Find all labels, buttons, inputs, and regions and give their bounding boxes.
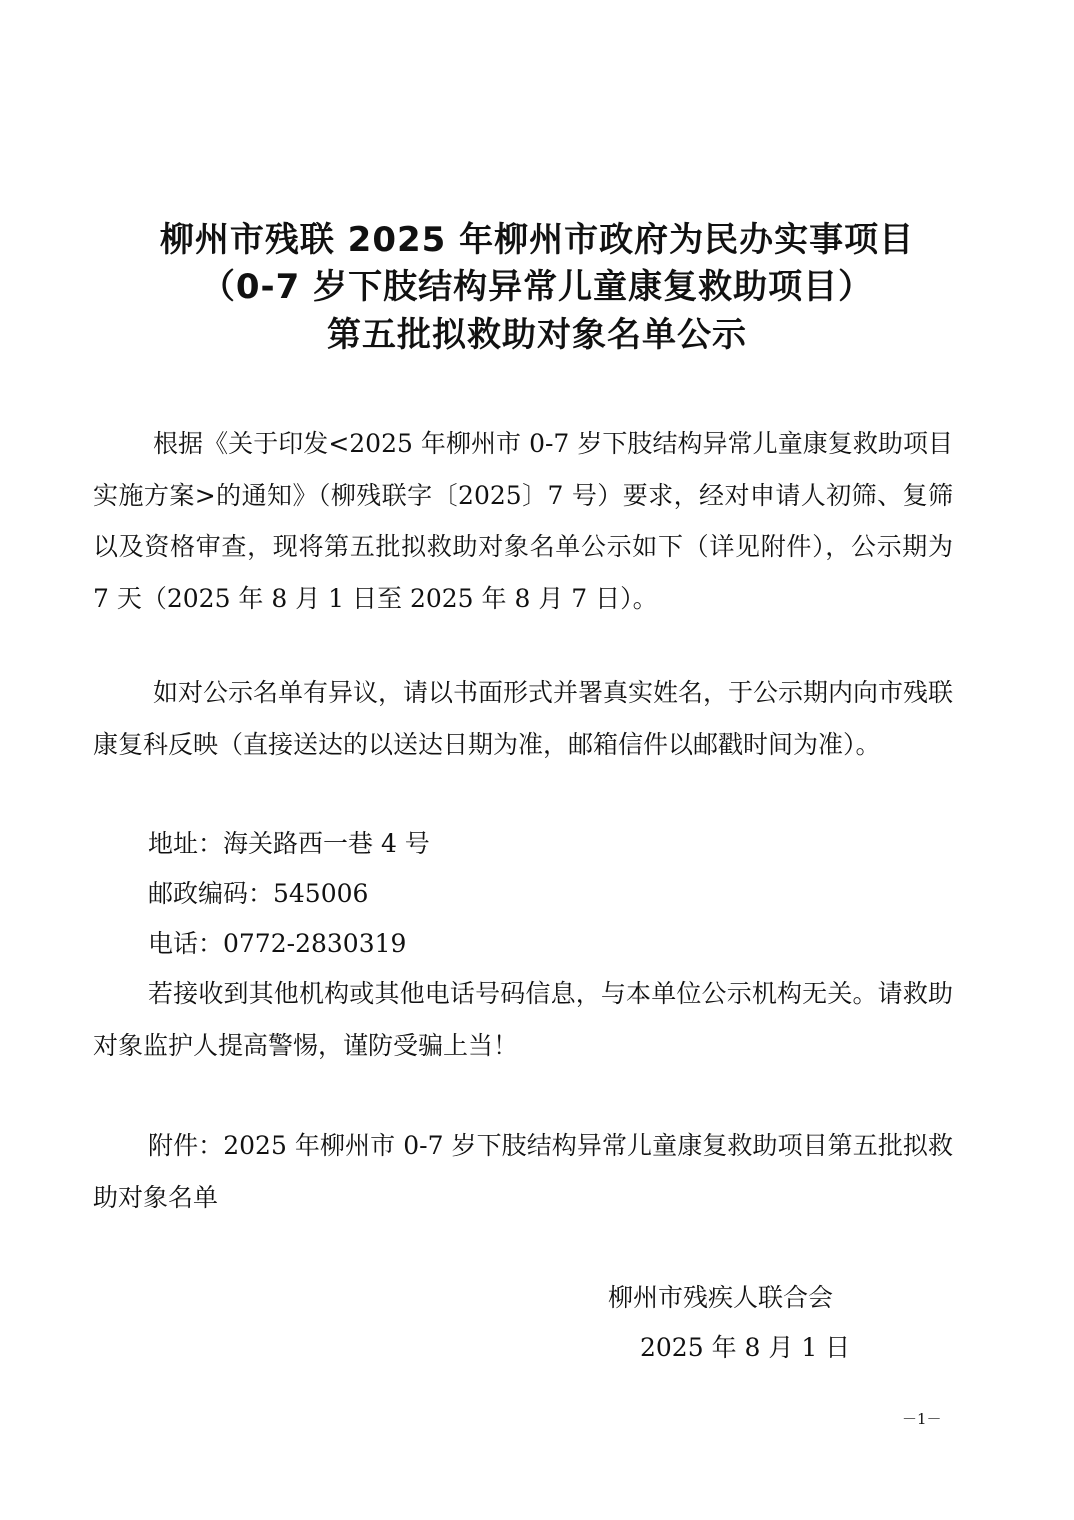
contact-address: 地址：海关路西一巷 4 号 <box>148 829 430 858</box>
title-line-1: 柳州市残联 2025 年柳州市政府为民办实事项目 <box>159 220 915 260</box>
paragraph-objection: 如对公示名单有异议，请以书面形式并署真实姓名，于公示期内向市残联康复科反映（直接送达的以送达日期为准，邮箱信件以邮戳时间为准）。 <box>93 678 954 759</box>
contact-phone: 电话：0772-2830319 <box>148 929 407 958</box>
attachment-note: 附件：2025 年柳州市 0-7 岁下肢结构异常儿童康复救助项目第五批拟救助对象名单 <box>93 1131 953 1212</box>
title-line-3: 第五批拟救助对象名单公示 <box>327 315 747 355</box>
paragraph-basis: 根据《关于印发<2025 年柳州市 0-7 岁下肢结构异常儿童康复救助项目实施方案>的通知》（柳残联字〔2025〕7 号）要求，经对申请人初筛、复筛以及资格审查，现将第五批拟救助对象名单公示如下（详见附件），公示期为 7 天（2025 年 8 月 1 日至 2025 年 8 月 7 日）。 <box>93 429 953 613</box>
paragraph-warning: 若接收到其他机构或其他电话号码信息，与本单位公示机构无关。请救助对象监护人提高警惕，谨防受骗上当！ <box>93 979 953 1060</box>
page-number: －1－ <box>902 1410 942 1428</box>
title-line-2: （0-7 岁下肢结构异常儿童康复救助项目） <box>200 267 874 307</box>
signature-date: 2025 年 8 月 1 日 <box>640 1333 851 1362</box>
signature-organization: 柳州市残疾人联合会 <box>608 1283 834 1312</box>
contact-postcode: 邮政编码：545006 <box>148 879 369 908</box>
